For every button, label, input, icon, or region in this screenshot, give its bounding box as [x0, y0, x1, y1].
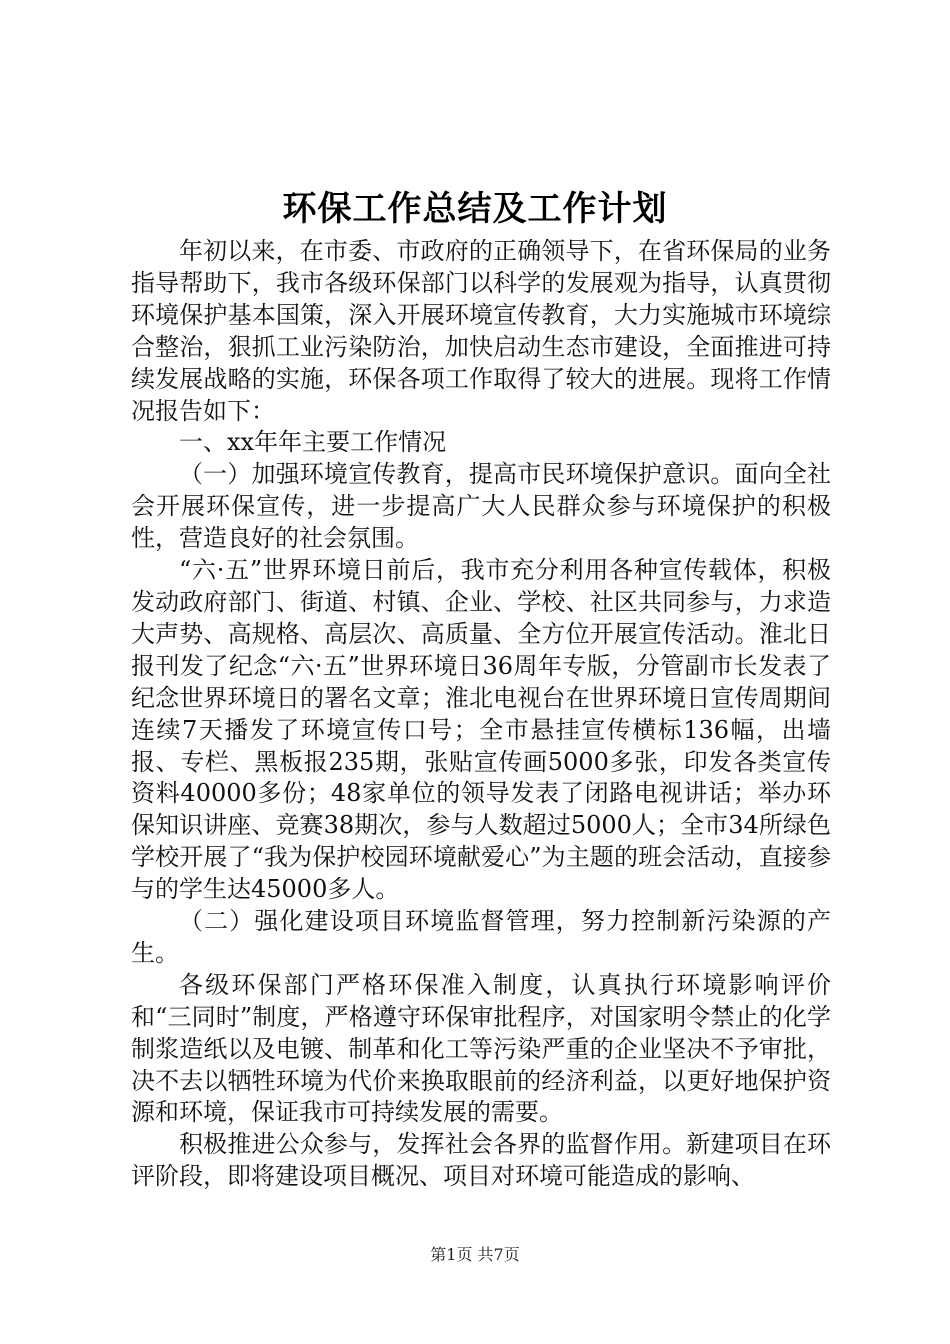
section-heading-1: 一、xx年年主要工作情况: [179, 428, 447, 457]
paragraph-environment-day: “六·五”世界环境日前后，我市充分利用各种宣传载体，积极发动政府部门、街道、村镇、企业、学校、社区共同参与，力求造大声势、高规格、高层次、高质量、全方位开展宣传活动。淮北日报刊发了纪念“六·五”世界环境日36周年专版，分管副市长发表了纪念世界环境日的署名文章；淮北电视台在世界环境日宣传周期间连续7天播发了环境宣传口号；全市悬挂宣传横标136幅，出墙报、专栏、黑板报235期，张贴宣传画5000多张，印发各类宣传资料40000多份；48家单位的领导发表了闭路电视讲话；举办环保知识讲座、竞赛38期次，参与人数超过5000人；全市34所绿色学校开展了“我为保护校园环境献爱心”为主题的班会活动，直接参与的学生达45000多人。: [131, 556, 831, 904]
document-title: 环保工作总结及工作计划: [282, 189, 668, 229]
paragraph-approval: 各级环保部门严格环保准入制度，认真执行环境影响评价和“三同时”制度，严格遵守环保审批程序，对国家明令禁止的化学制浆造纸以及电镀、制革和化工等污染严重的企业坚决不予审批，决不去以牺牲环境为代价来换取眼前的经济利益，以更好地保护资源和环境，保证我市可持续发展的需要。: [131, 970, 831, 1127]
page-footer: 第1页 共7页: [430, 1245, 520, 1264]
paragraph-public-participation: 积极推进公众参与，发挥社会各界的监督作用。新建项目在环评阶段，即将建设项目概况、项目对环境可能造成的影响、: [131, 1130, 831, 1191]
subsection-heading-1: （一）加强环境宣传教育，提高市民环境保护意识。面向全社会开展环保宣传，进一步提高广大人民群众参与环境保护的积极性，营造良好的社会氛围。: [131, 460, 831, 553]
document-body: [131, 236, 831, 1193]
subsection-heading-2: （二）强化建设项目环境监督管理，努力控制新污染源的产生。: [131, 907, 831, 967]
paragraph-intro: 年初以来，在市委、市政府的正确领导下，在省环保局的业务指导帮助下，我市各级环保部门以科学的发展观为指导，认真贯彻环境保护基本国策，深入开展环境宣传教育，大力实施城市环境综合整治，狠抓工业污染防治，加快启动生态市建设，全面推进可持续发展战略的实施，环保各项工作取得了较大的进展。现将工作情况报告如下：: [131, 237, 831, 425]
